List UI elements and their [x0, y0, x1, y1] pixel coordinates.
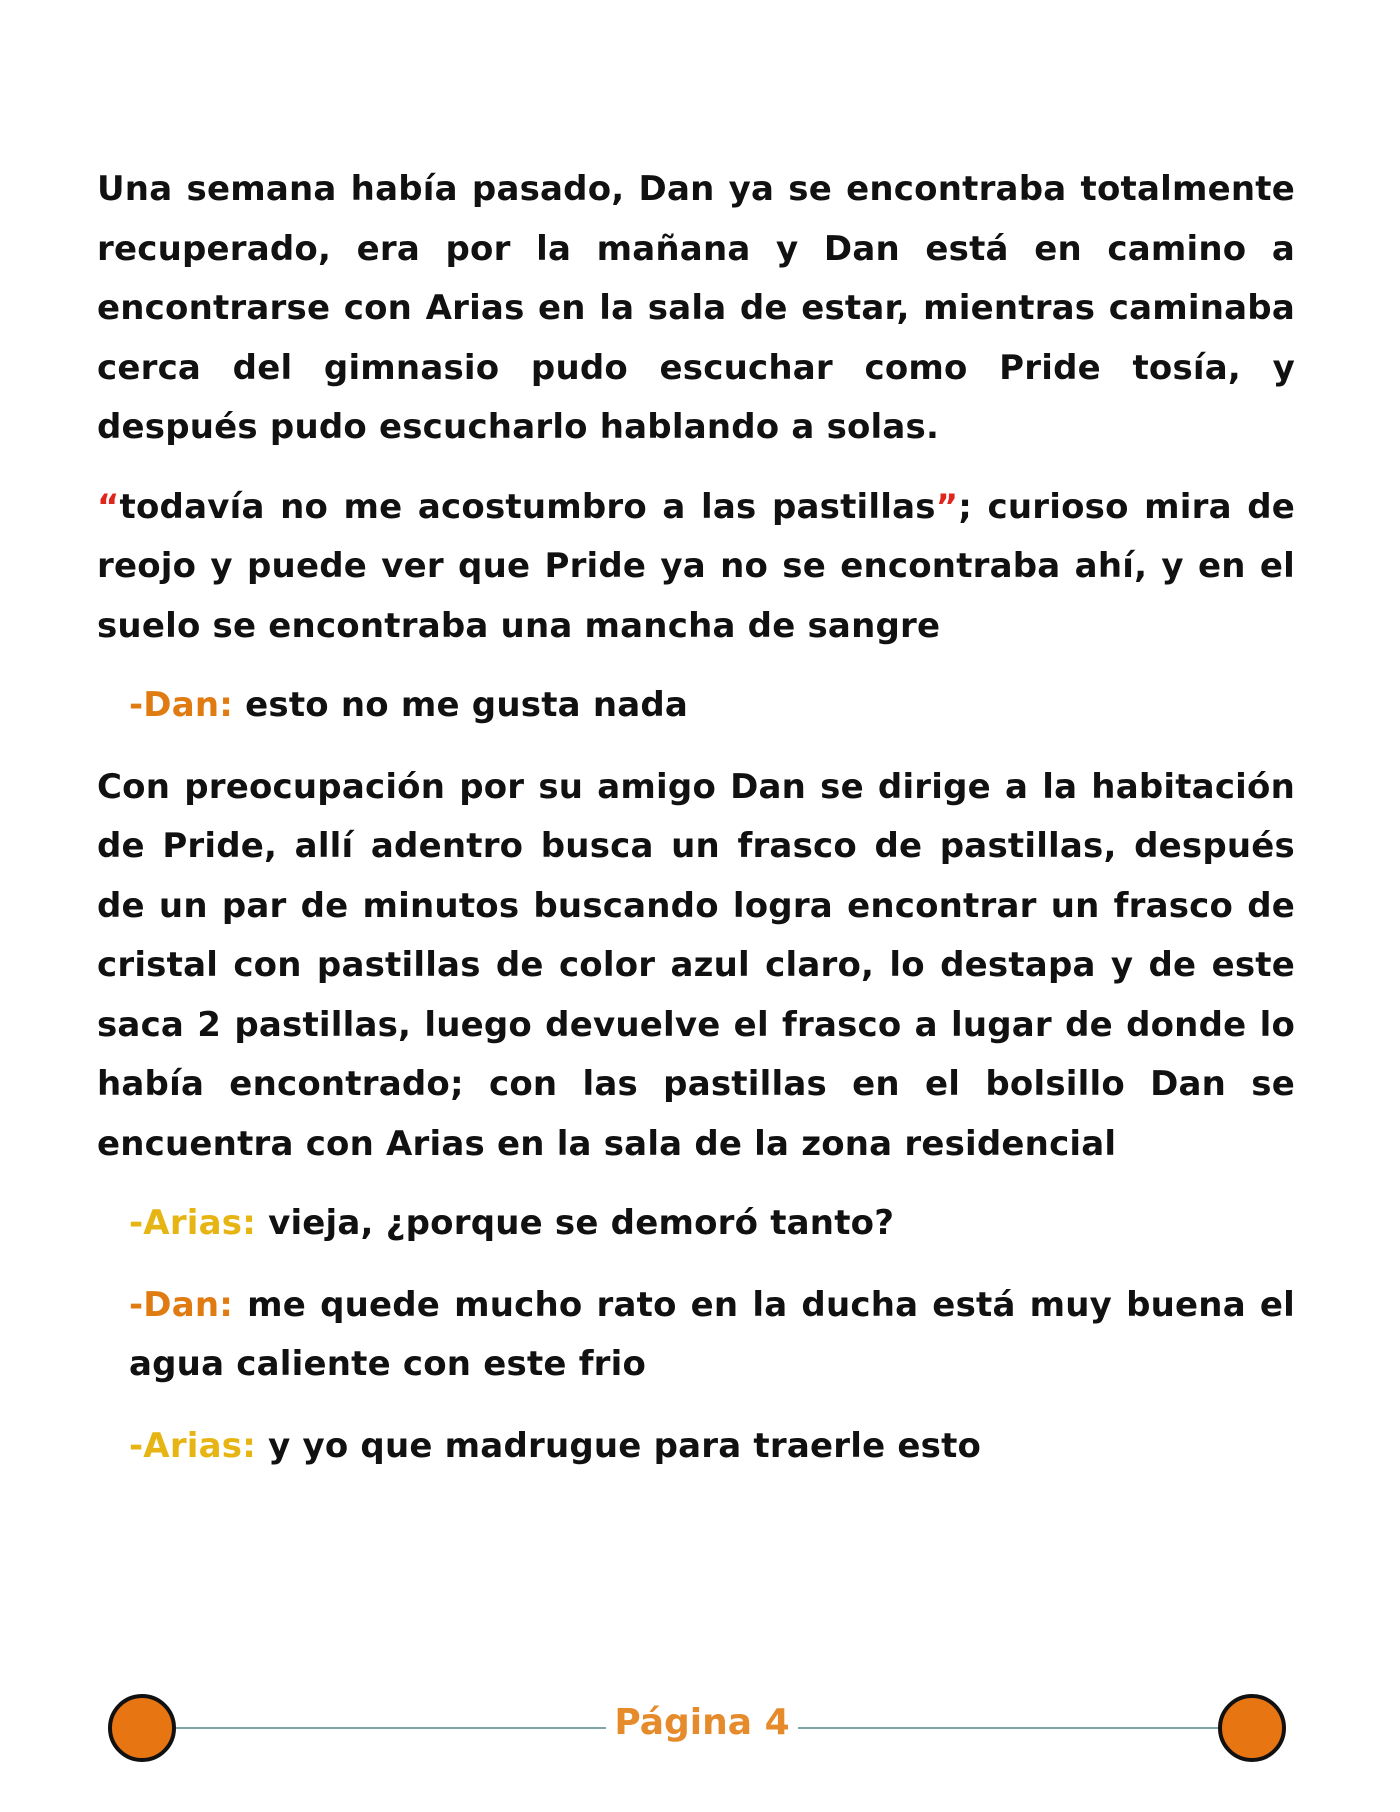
footer-circle-left-ornament: [108, 1694, 176, 1762]
dialogue-line: [129, 1194, 1295, 1254]
paragraph-quote: [97, 478, 1295, 657]
speaker-label-arias: -Arias:: [129, 1203, 257, 1243]
close-quote-mark: ”: [935, 486, 959, 527]
page-footer: [0, 1692, 1400, 1772]
dialogue-line: [129, 1417, 1295, 1477]
dialogue-text: vieja, ¿porque se demoró tanto?: [268, 1203, 895, 1243]
speaker-label-dan: -Dan:: [129, 685, 234, 725]
dialogue-text: me quede mucho rato en la ducha está muy buena el agua caliente con este frio: [129, 1284, 1295, 1384]
footer-circle-right-ornament: [1218, 1694, 1286, 1762]
speaker-label-arias: -Arias:: [129, 1425, 257, 1466]
footer-divider-left: [176, 1727, 606, 1729]
footer-divider-right: [798, 1727, 1218, 1729]
quoted-speech: todavía no me acostumbro a las pastillas: [119, 486, 936, 527]
dialogue-line: [129, 676, 1295, 736]
dialogue-text: y yo que madrugue para traerle esto: [268, 1425, 982, 1466]
dialogue-line: [129, 1276, 1295, 1395]
dialogue-text: esto no me gusta nada: [245, 685, 689, 725]
page-body: [97, 160, 1295, 1498]
page-number: Página 4: [614, 1702, 790, 1743]
open-quote-mark: “: [97, 486, 120, 527]
paragraph-room: Con preocupación por su amigo Dan se dirige a la habitación de Pride, allí adentro busca un frasco de pastillas, después de un par de minutos buscando logra encontrar un frasco de cristal con pastillas de color azul claro, lo destapa y de este saca 2 pastillas, luego devuelve el frasco a lugar de donde lo había encontrado; con las pastillas en el bolsillo Dan se encuentra con Arias en la sala de la zona residencial: [97, 766, 1295, 1164]
paragraph-quote-rest: ; curioso mira de reojo y puede ver que Pride ya no se encontraba ahí, y en el suelo se encontraba una mancha de sangre: [97, 486, 1296, 646]
paragraph-intro: Una semana había pasado, Dan ya se encontraba totalmente recuperado, era por la mañana y Dan está en camino a encontrarse con Arias en la sala de estar, mientras caminaba cerca del gimnasio pudo escuchar como Pride tosía, y después pudo escucharlo hablando a solas.: [97, 169, 1295, 447]
speaker-label-dan: -Dan:: [129, 1284, 234, 1325]
